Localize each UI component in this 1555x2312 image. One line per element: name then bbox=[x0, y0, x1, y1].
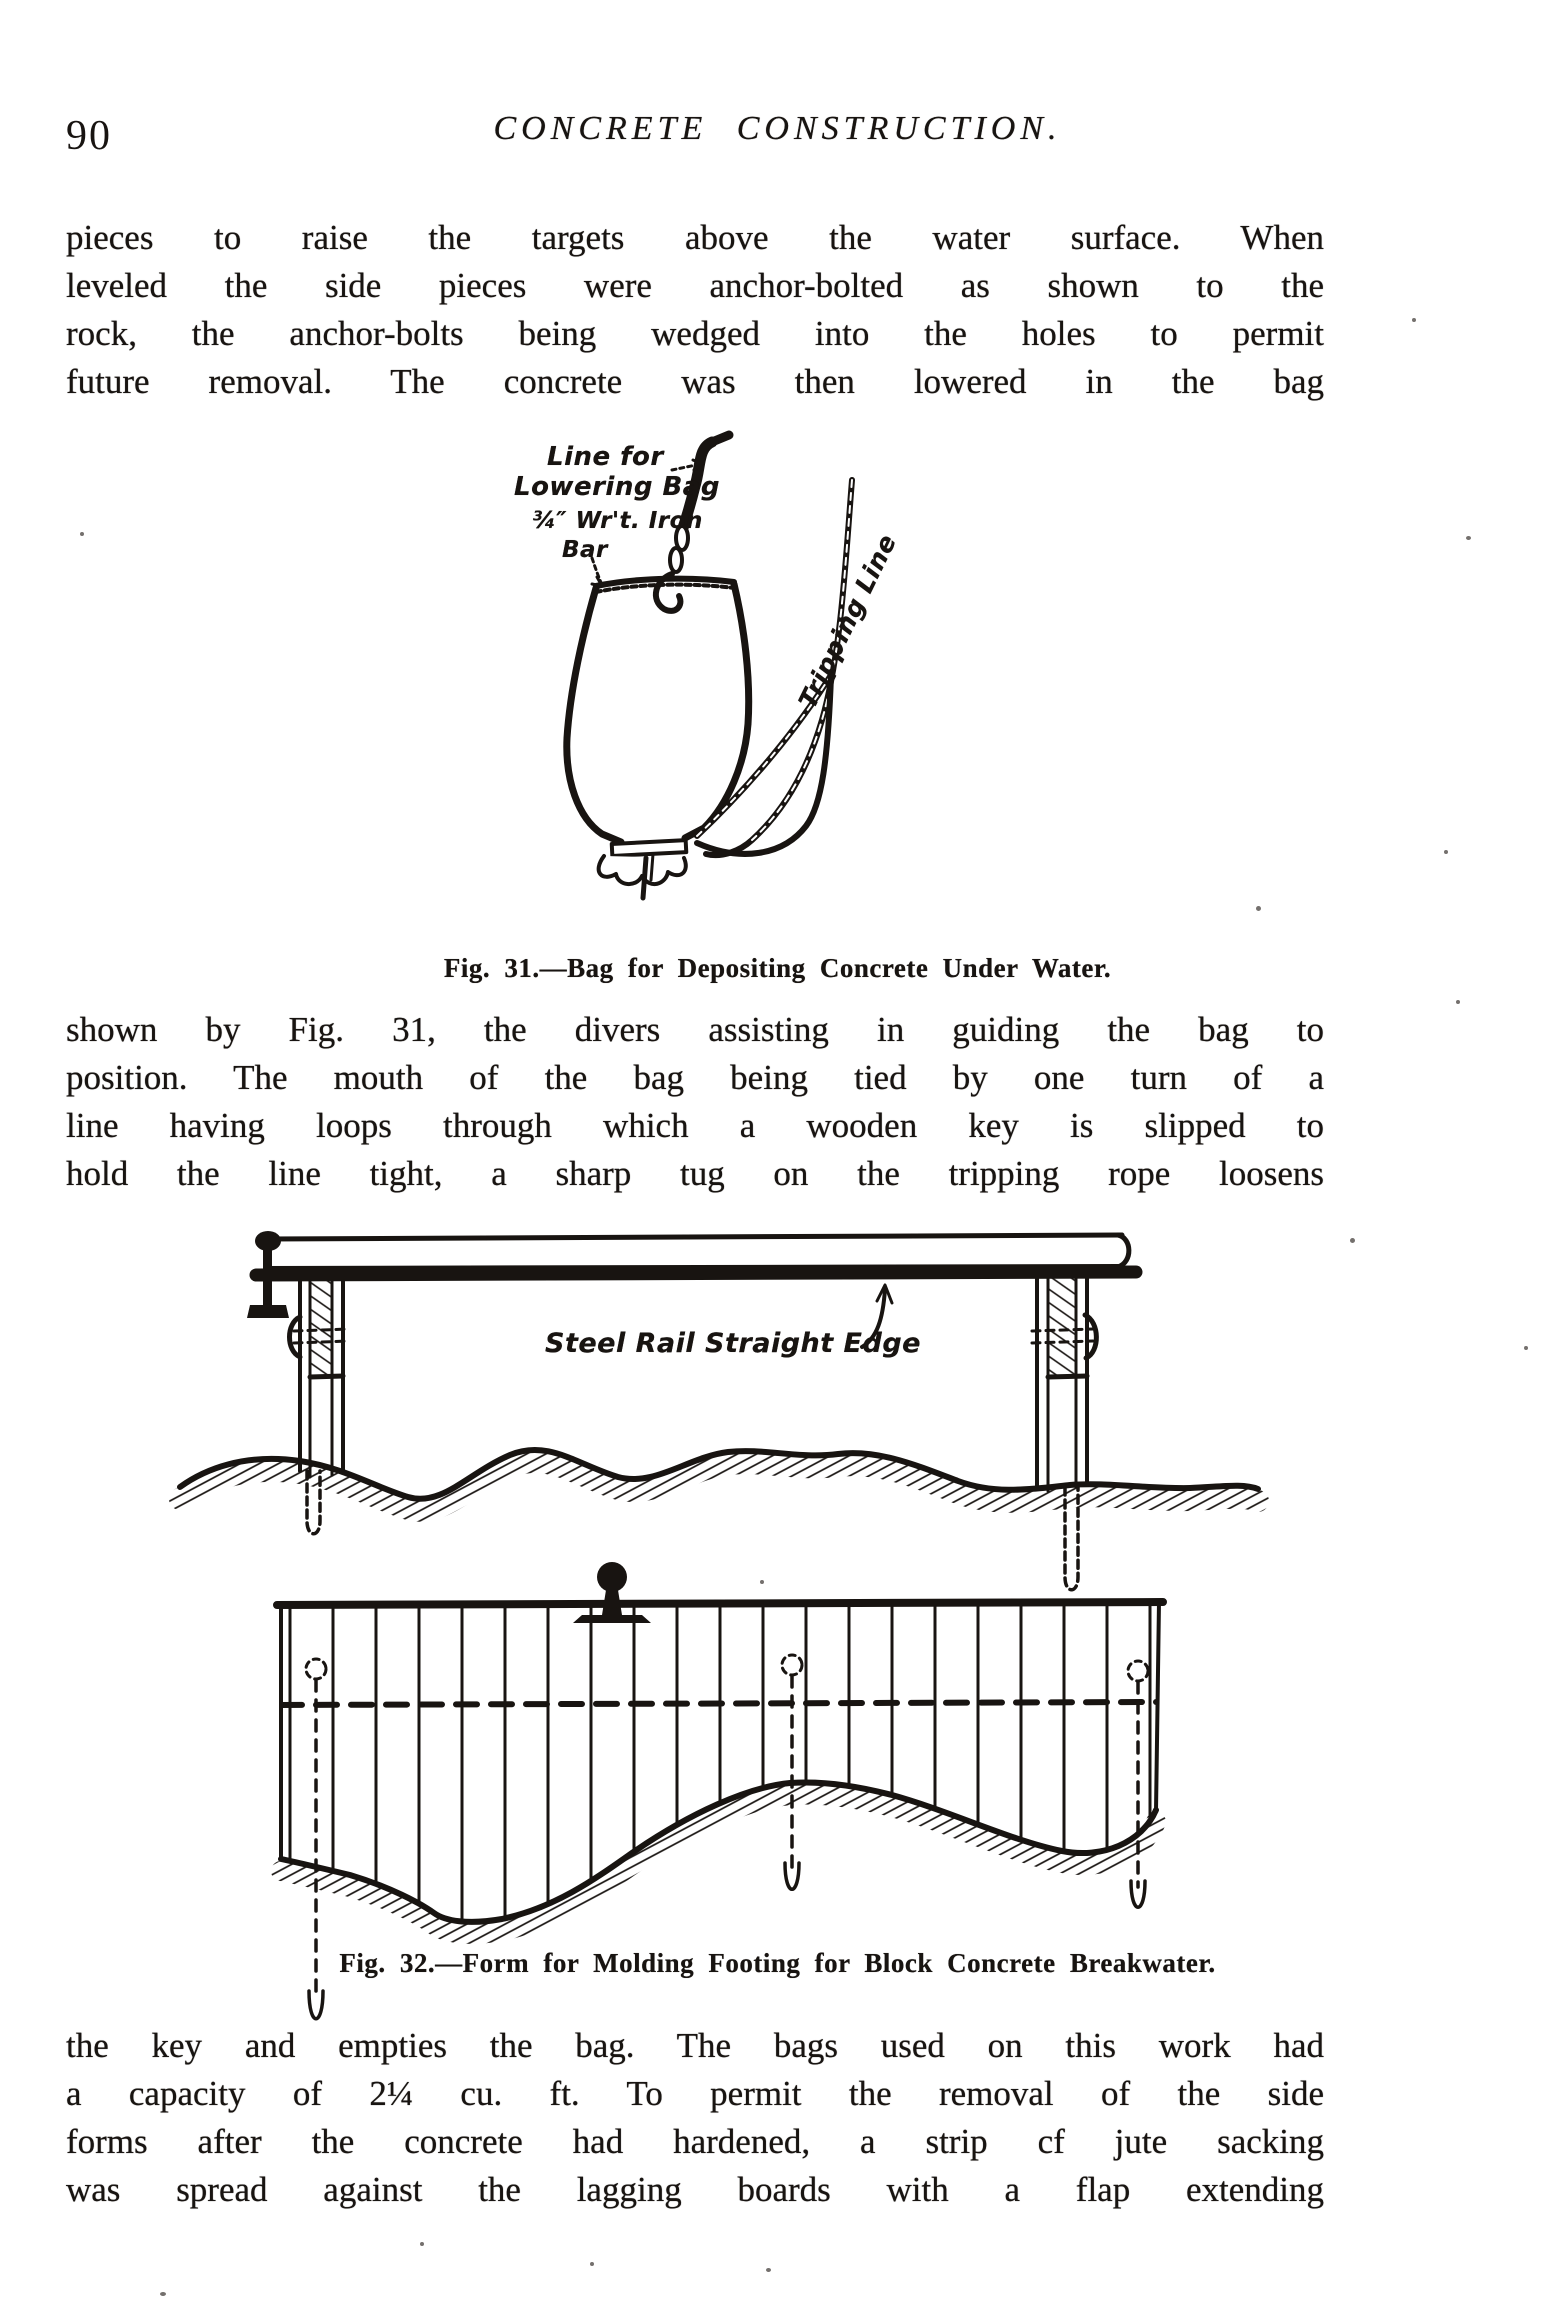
text-line: forms after the concrete had hardened, a strip cf jute sacking bbox=[66, 2122, 1324, 2161]
text-line: a capacity of 2¼ cu. ft. To permit the removal of the side bbox=[66, 2074, 1324, 2113]
text-line: rock, the anchor-bolts being wedged into the holes to permit bbox=[66, 314, 1324, 353]
scan-speck bbox=[1466, 536, 1471, 540]
fig31-label-iron-bar-line2: Bar bbox=[562, 537, 608, 563]
text-line: hold the line tight, a sharp tug on the tripping rope loosens bbox=[66, 1154, 1324, 1193]
fig31-label-lowering-line1: Line for bbox=[547, 442, 664, 472]
text-line: leveled the side pieces were anchor-bolted as shown to the bbox=[66, 266, 1324, 305]
scan-speck bbox=[160, 2292, 166, 2296]
scan-speck bbox=[1444, 850, 1448, 854]
text-line: position. The mouth of the bag being tied by one turn of a bbox=[66, 1058, 1324, 1097]
text-line: was spread against the lagging boards with a flap extending bbox=[66, 2170, 1324, 2209]
text-line: line having loops through which a wooden key is slipped to bbox=[66, 1106, 1324, 1145]
fig31-label-iron-bar-line1: ¾″ Wr't. Iron bbox=[532, 508, 703, 534]
scan-speck bbox=[1350, 1238, 1355, 1243]
paragraph-2 bbox=[66, 1006, 1324, 1198]
text-line: the key and empties the bag. The bags used on this work had bbox=[66, 2026, 1324, 2065]
text-line: pieces to raise the targets above the water surface. When bbox=[66, 218, 1324, 257]
running-title: CONCRETE CONSTRUCTION. bbox=[493, 110, 1062, 147]
scan-speck bbox=[766, 2268, 771, 2272]
fig32-label-steel-rail: Steel Rail Straight Edge bbox=[545, 1328, 921, 1359]
fig31-caption: Fig. 31.—Bag for Depositing Concrete Under Water. bbox=[443, 953, 1112, 983]
scan-speck bbox=[760, 1580, 764, 1584]
text-line: future removal. The concrete was then lowered in the bag bbox=[66, 362, 1324, 401]
scan-speck bbox=[80, 532, 84, 536]
paragraph-1 bbox=[66, 214, 1324, 406]
scan-speck bbox=[1456, 1000, 1460, 1004]
fig31-label-tripping-line: Tripping Line bbox=[792, 529, 903, 713]
fig31-label-lowering-line2: Lowering Bag bbox=[514, 472, 720, 502]
text-line: shown by Fig. 31, the divers assisting in guiding the bag to bbox=[66, 1010, 1324, 1049]
scan-speck bbox=[1524, 1346, 1528, 1350]
scan-speck bbox=[1256, 906, 1261, 911]
page-number: 90 bbox=[66, 113, 112, 159]
scan-speck bbox=[420, 2242, 424, 2246]
scan-speck bbox=[590, 2262, 594, 2266]
fig32-caption: Fig. 32.—Form for Molding Footing for Block Concrete Breakwater. bbox=[339, 1948, 1216, 1978]
scan-speck bbox=[1412, 318, 1416, 322]
paragraph-3 bbox=[66, 2022, 1324, 2214]
